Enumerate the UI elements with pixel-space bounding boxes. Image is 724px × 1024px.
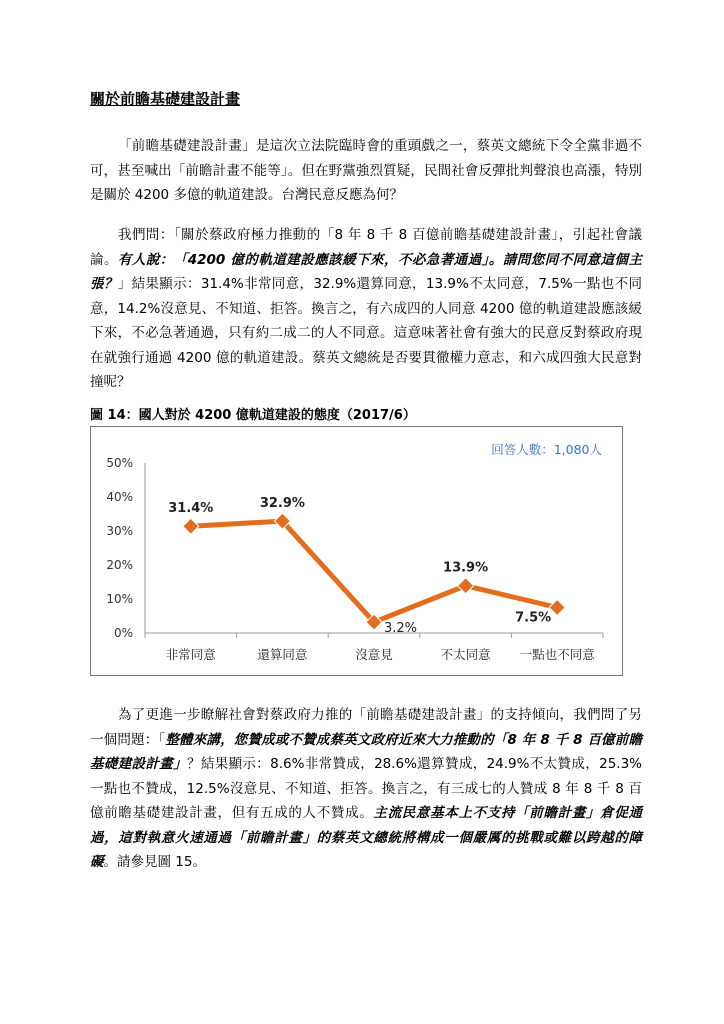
paragraph-question-emphasis: 有人說：「4200 億的軌道建設應該緩下來，不必急著通過」。請問您同不同意這個主張？ — [90, 251, 642, 292]
data-label: 13.9% — [443, 560, 489, 576]
paragraph-followup-text-2: ？結果顯示：8.6%非常贊成，28.6%還算贊成，24.9%不太贊成，25.3%一點也不贊成，12.5%沒意見、不知道、拒答。換言之，有三成七的人贊成 8 年 8 千 8 百億前瞻基礎建設計畫，但有五成的人不贊成。 — [90, 756, 642, 821]
y-tick-label: 0% — [113, 626, 133, 640]
data-label: 32.9% — [259, 496, 305, 512]
x-tick-label: 一點也不同意 — [519, 647, 595, 662]
line-chart — [90, 426, 623, 676]
x-tick-label: 非常同意 — [165, 647, 216, 662]
figure-caption: 圖 14：國人對於 4200 億軌道建設的態度（2017/6） — [90, 408, 416, 423]
y-tick-label: 10% — [106, 592, 133, 606]
data-point-marker — [183, 518, 199, 534]
paragraph-followup-text-1: 為了更進一步瞭解社會對蔡政府力推的「前瞻基礎建設計畫」的支持傾向，我們問了另一個問題：「 — [90, 707, 642, 748]
data-point-marker — [458, 578, 474, 594]
y-tick-label: 20% — [106, 558, 133, 572]
data-label: 3.2% — [384, 621, 418, 637]
paragraph-question-text-2: 」結果顯示：31.4%非常同意，32.9%還算同意，13.9%不太同意，7.5%一點也不同意，14.2%沒意見、不知道、拒答。換言之，有六成四的人同意 4200 億的軌道建設應該緩下來，不必急著通過，只有約二成二的人不同意。這意味著社會有強大的民意反對蔡政府現在就強行通過 4200 億的軌道建設。蔡英文總統是否要貫徹權力意志，和六成四強大民意對撞呢？ — [90, 276, 642, 390]
section-heading: 關於前瞻基礎建設計畫 — [90, 90, 241, 108]
paragraph-followup — [90, 703, 642, 875]
data-point-marker — [549, 600, 565, 616]
paragraph-followup-emphasis-2: 主流民意基本上不支持「前瞻計畫」倉促通過，這對執意火速通過「前瞻計畫」的蔡英文總統將構成一個嚴厲的挑戰或難以跨越的障礙 — [90, 805, 643, 870]
paragraph-question — [90, 223, 642, 395]
chart-plot — [91, 427, 622, 675]
y-tick-label: 50% — [106, 456, 133, 470]
paragraph-followup-emphasis-1: 整體來講，您贊成或不贊成蔡英文政府近來大力推動的「8 年 8 千 8 百億前瞻基礎建設計畫」 — [90, 731, 642, 772]
x-tick-label: 不太同意 — [440, 647, 491, 662]
paragraph-intro: 「前瞻基礎建設計畫」是這次立法院臨時會的重頭戲之一，蔡英文總統下令全黨非過不可，甚至喊出「前瞻計畫不能等」。但在野黨強烈質疑，民間社會反彈批判聲浪也高漲，特別是關於 4200 多億的軌道建設。台灣民意反應為何？ — [90, 138, 642, 203]
series-line — [191, 521, 557, 622]
x-tick-label: 沒意見 — [355, 647, 393, 662]
data-label: 31.4% — [168, 501, 214, 517]
y-tick-label: 40% — [106, 490, 133, 504]
x-tick-label: 還算同意 — [257, 647, 308, 662]
paragraph-followup-text-3: 。請參見圖 15。 — [103, 854, 206, 870]
paragraph-question-text-1: 我們問：「關於蔡政府極力推動的「8 年 8 千 8 百億前瞻基礎建設計畫」，引起社會議論。 — [90, 227, 642, 268]
data-label: 7.5% — [515, 610, 552, 626]
respondent-count: 回答人數：1,080人 — [491, 442, 602, 457]
y-tick-label: 30% — [106, 524, 133, 538]
